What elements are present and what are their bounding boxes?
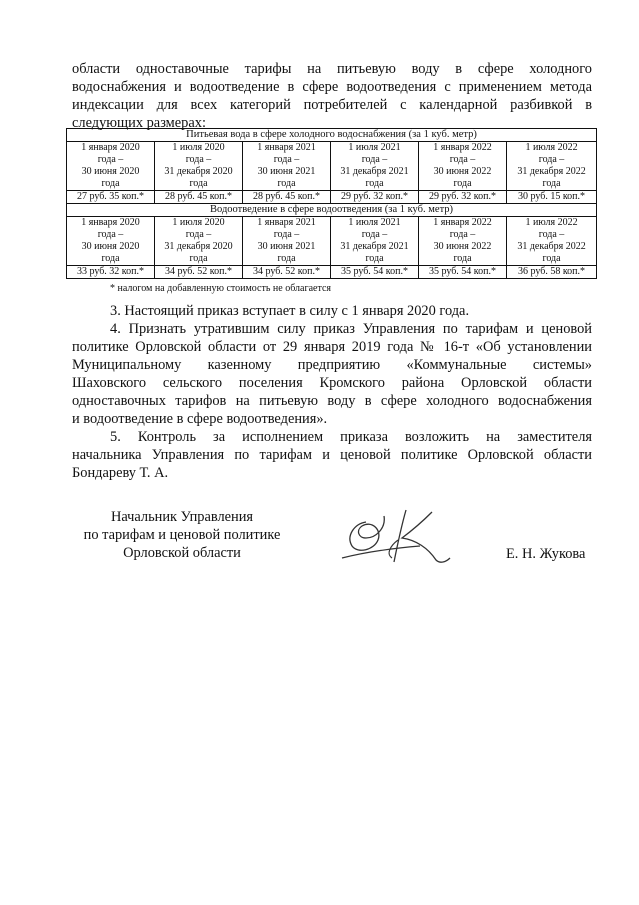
period-line: года – xyxy=(273,229,300,240)
period-line: года – xyxy=(538,154,565,165)
table-row xyxy=(67,266,597,279)
price-cell: 35 руб. 54 коп.* xyxy=(419,266,507,279)
body-paragraphs xyxy=(72,302,592,482)
price-cell: 29 руб. 32 коп.* xyxy=(331,191,419,204)
intro-line: водоснабжения и водоотведение в сфере водоотведения с применением метода xyxy=(72,79,592,95)
period-cell xyxy=(507,217,597,266)
signatory-title-line: Начальник Управления xyxy=(110,509,254,525)
signatory-title-line: по тарифам и ценовой политике xyxy=(83,527,281,543)
period-line: 1 июля 2022 xyxy=(525,217,578,228)
price-cell: 28 руб. 45 коп.* xyxy=(155,191,243,204)
period-line: года xyxy=(101,253,120,264)
period-cell xyxy=(67,142,155,191)
period-line: года – xyxy=(185,229,212,240)
period-line: года xyxy=(101,178,120,189)
body-line: Бондареву Т. А. xyxy=(72,465,169,481)
period-line: года xyxy=(453,253,472,264)
period-cell xyxy=(155,142,243,191)
period-line: 31 декабря 2021 xyxy=(340,241,409,252)
price-cell: 34 руб. 52 коп.* xyxy=(243,266,331,279)
signatory-title-line: Орловской области xyxy=(123,545,241,561)
period-line: года – xyxy=(449,229,476,240)
period-cell xyxy=(331,217,419,266)
body-line: 3. Настоящий приказ вступает в силу с 1 января 2020 года. xyxy=(110,303,470,319)
period-cell xyxy=(243,217,331,266)
period-line: 30 июня 2021 xyxy=(257,166,316,177)
footnote: * налогом на добавленную стоимость не облагается xyxy=(110,283,331,294)
body-line: Муниципальному казенному предприятию «Коммунальные системы» xyxy=(72,357,592,373)
period-line: года xyxy=(189,253,208,264)
period-line: года xyxy=(542,178,561,189)
signatory-title xyxy=(72,508,292,562)
period-line: 30 июня 2022 xyxy=(433,166,492,177)
body-line: 5. Контроль за исполнением приказа возложить на заместителя xyxy=(110,429,592,445)
period-line: 1 июля 2021 xyxy=(348,142,401,153)
signatory-name: Е. Н. Жукова xyxy=(506,546,586,562)
table-row xyxy=(67,191,597,204)
period-line: года xyxy=(365,253,384,264)
period-line: года – xyxy=(97,229,124,240)
period-line: года xyxy=(277,253,296,264)
intro-paragraph xyxy=(72,60,592,132)
intro-line: индексации для всех категорий потребителей с календарной разбивкой в xyxy=(72,97,592,113)
period-line: 1 января 2021 xyxy=(257,217,316,228)
body-line: и водоотведение в сфере водоотведения». xyxy=(72,411,328,427)
sewage-section-header: Водоотведение в сфере водоотведения (за 1 куб. метр) xyxy=(67,204,597,217)
period-line: года xyxy=(189,178,208,189)
body-line: начальника Управления по тарифам и ценовой политике Орловской области xyxy=(72,447,592,463)
period-line: года – xyxy=(273,154,300,165)
period-line: 31 декабря 2021 xyxy=(340,166,409,177)
tariff-table xyxy=(66,128,597,279)
period-line: 1 июля 2020 xyxy=(172,142,225,153)
period-line: 31 декабря 2022 xyxy=(517,166,586,177)
period-cell xyxy=(67,217,155,266)
period-line: года – xyxy=(361,154,388,165)
period-line: 30 июня 2021 xyxy=(257,241,316,252)
period-line: 1 января 2021 xyxy=(257,142,316,153)
table-row xyxy=(67,217,597,266)
period-line: 30 июня 2020 xyxy=(81,241,140,252)
period-line: 1 января 2022 xyxy=(433,142,492,153)
body-line: политике Орловской области от 29 января 2019 года № 16-т «Об установлении xyxy=(72,339,592,355)
period-line: 1 июля 2021 xyxy=(348,217,401,228)
price-cell: 27 руб. 35 коп.* xyxy=(67,191,155,204)
period-line: 1 июля 2022 xyxy=(525,142,578,153)
period-line: года – xyxy=(185,154,212,165)
intro-line: области одноставочные тарифы на питьевую воду в сфере холодного xyxy=(72,61,592,77)
price-cell: 30 руб. 15 коп.* xyxy=(507,191,597,204)
price-cell: 28 руб. 45 коп.* xyxy=(243,191,331,204)
period-cell xyxy=(155,217,243,266)
body-line: одноставочных тарифов на питьевую воду в сфере холодного водоснабжения xyxy=(72,393,592,409)
price-cell: 36 руб. 58 коп.* xyxy=(507,266,597,279)
period-cell xyxy=(419,217,507,266)
table-row xyxy=(67,129,597,142)
period-line: 31 декабря 2022 xyxy=(517,241,586,252)
period-line: года xyxy=(542,253,561,264)
period-line: 30 июня 2022 xyxy=(433,241,492,252)
table-row xyxy=(67,142,597,191)
price-cell: 29 руб. 32 коп.* xyxy=(419,191,507,204)
period-line: года xyxy=(277,178,296,189)
body-line: 4. Признать утратившим силу приказ Управления по тарифам и ценовой xyxy=(110,321,592,337)
period-cell xyxy=(243,142,331,191)
period-line: 1 января 2020 xyxy=(81,142,140,153)
period-line: года – xyxy=(361,229,388,240)
period-cell xyxy=(419,142,507,191)
period-line: 1 июля 2020 xyxy=(172,217,225,228)
period-line: 1 января 2020 xyxy=(81,217,140,228)
price-cell: 34 руб. 52 коп.* xyxy=(155,266,243,279)
period-line: 30 июня 2020 xyxy=(81,166,140,177)
body-line: Шаховского сельского поселения Кромского района Орловской области xyxy=(72,375,592,391)
period-line: года – xyxy=(449,154,476,165)
period-line: 1 января 2022 xyxy=(433,217,492,228)
price-cell: 35 руб. 54 коп.* xyxy=(331,266,419,279)
period-line: года xyxy=(453,178,472,189)
period-line: года xyxy=(365,178,384,189)
period-cell xyxy=(331,142,419,191)
period-line: года – xyxy=(538,229,565,240)
table-row xyxy=(67,204,597,217)
period-line: 31 декабря 2020 xyxy=(164,241,233,252)
price-cell: 33 руб. 32 коп.* xyxy=(67,266,155,279)
period-line: 31 декабря 2020 xyxy=(164,166,233,177)
period-line: года – xyxy=(97,154,124,165)
period-cell xyxy=(507,142,597,191)
water-section-header: Питьевая вода в сфере холодного водоснабжения (за 1 куб. метр) xyxy=(67,129,597,142)
handwritten-signature xyxy=(336,502,456,568)
intro-line: следующих размерах: xyxy=(72,115,206,131)
